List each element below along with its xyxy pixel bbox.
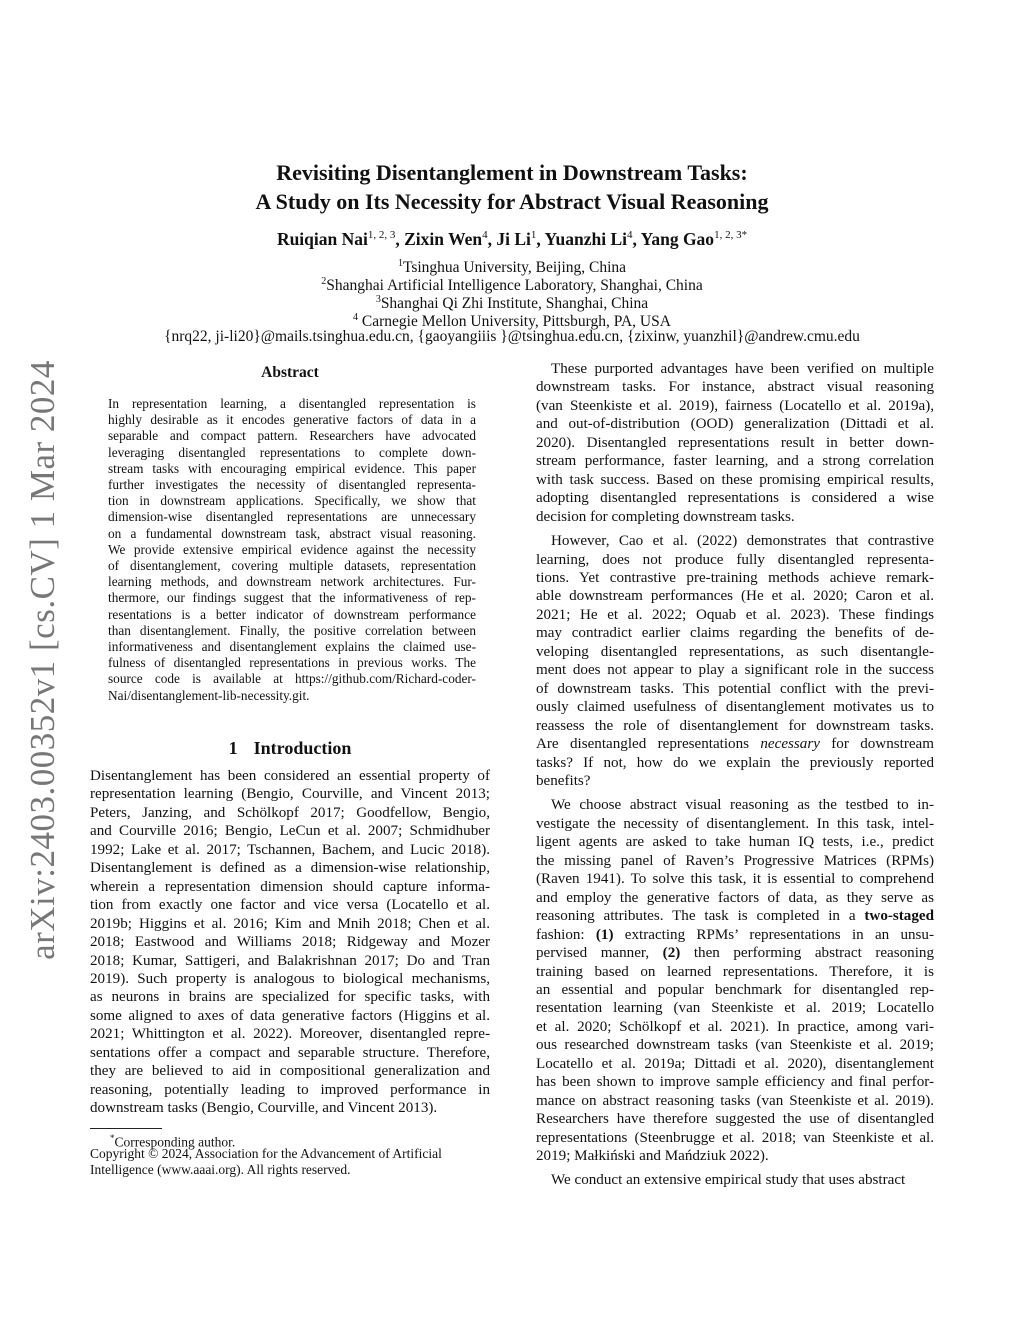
affiliation-sup: 2: [321, 276, 327, 287]
text-line: Researchers have therefore suggested the use of disentangled: [536, 1111, 934, 1128]
text-line: In representation learning, a disentangled representation is: [108, 396, 476, 411]
text-line: ligent agents are asked to take human IQ tests, i.e., predict: [536, 834, 934, 851]
author-name: Ji Li: [496, 229, 531, 249]
text-line: learning methods, and downstream network architectures. Fur-: [108, 574, 476, 590]
text-line: 1992; Lake et al. 2017; Tschannen, Bachem, and Lucic 2018).: [90, 841, 490, 858]
bold-text: two-staged: [864, 908, 934, 925]
affiliation-sup: 1: [397, 258, 403, 269]
arxiv-sidebar: [18, 360, 68, 960]
footnote-rule: [90, 1128, 162, 1129]
text-line: (Raven 1941). To solve this task, it is essential to comprehend: [536, 871, 934, 888]
text-line: further investigates the necessity of disentangled representa-: [108, 477, 476, 493]
text-line: pervised manner, (2) then performing abstract reasoning: [536, 945, 934, 962]
text-line: with task success. Based on these promising empirical results,: [536, 471, 934, 488]
emphasis: necessary: [760, 736, 820, 753]
text-line: informativeness and disentanglement explains the claimed use-: [108, 639, 476, 655]
text-line: Locatello et al. 2019a; Dittadi et al. 2020), disentanglement: [536, 1055, 934, 1072]
text-line: of downstream tasks. This potential conflict with the previ-: [536, 680, 934, 697]
text-line: wherein a representation dimension should capture informa-: [90, 878, 490, 895]
author-affil-sup: 1, 2, 3: [367, 229, 396, 242]
text-line: stream tasks with encouraging empirical evidence. This paper: [108, 460, 476, 476]
text-line: reassess the role of disentanglement for downstream tasks.: [536, 717, 934, 734]
text-line: fashion: (1) extracting RPMs’ representations in an unsu-: [536, 926, 935, 943]
text-line: resentations is a better indicator of downstream performance: [108, 606, 476, 622]
text-line: These purported advantages have been verified on multiple: [551, 361, 934, 377]
text-line: Disentanglement has been considered an essential property of: [90, 768, 490, 784]
text-line: and Courville 2016; Bengio, LeCun et al. 2007; Schmidhuber: [90, 823, 490, 840]
text-line: tion from exactly one factor and vice versa (Locatello et al.: [90, 897, 490, 914]
text-line: leveraging disentangled representations to complete down-: [108, 444, 476, 460]
arxiv-identifier: arXiv:2403.00352v1 [cs.CV] 1 Mar 2024: [23, 360, 62, 960]
text-line: fulness of disentangled representations in previous works. The: [108, 655, 476, 671]
text-line: than disentanglement. Finally, the positive correlation between: [108, 622, 476, 638]
text-line: an essential and popular benchmark for disentangled rep-: [536, 981, 934, 998]
abstract-body: [108, 396, 476, 704]
text-line: some aligned to axes of data generative factors (Higgins et al.: [90, 1007, 490, 1024]
text-line: However, Cao et al. (2022) demonstrates that contrastive: [551, 533, 934, 550]
section-heading-introduction: [90, 738, 490, 759]
paragraph: [536, 360, 934, 526]
text-line: 2021; He et al. 2022; Oquab et al. 2023). These findings: [536, 606, 934, 623]
text-line: highly desirable as it encodes generative factors of data in a: [108, 412, 476, 428]
text-line: Are disentangled representations necessary for downstream: [536, 736, 934, 753]
author-affil-sup: 4: [482, 229, 488, 242]
text-line: benefits?: [536, 772, 591, 789]
author-affil-sup: 1, 2, 3*: [714, 229, 748, 242]
text-line: dimension-wise disentangled representations are unnecessary: [108, 509, 476, 525]
text-line: downstream tasks. For instance, abstract visual reasoning: [536, 379, 934, 396]
affiliation-sup: 3: [375, 294, 381, 305]
text-line: (van Steenkiste et al. 2019), fairness (Locatello et al. 2019a),: [536, 397, 934, 414]
author-name: Yuanzhi Li: [544, 229, 628, 249]
text-line: Nai/disentanglement-lib-necessity.git.: [108, 687, 310, 703]
text-line: able downstream performances (He et al. 2020; Caron et al.: [536, 588, 934, 605]
text-line: of disentanglement, covering multiple datasets, representation: [108, 558, 476, 574]
author-affil-sup: 1: [530, 229, 537, 242]
intro-left-column: [90, 767, 490, 1118]
paper-title-line-2: A Study on Its Necessity for Abstract Visual Reasoning: [255, 189, 769, 214]
text-line: stream performance, faster learning, and a strong correlation: [536, 453, 934, 470]
text-line: Disentanglement is defined as a dimension-wise relationship,: [90, 860, 490, 877]
text-line: representation learning (Bengio, Courville, and Vincent 2013;: [90, 786, 490, 803]
text-line: has been shown to improve sample efficiency and final perfor-: [536, 1074, 934, 1091]
text-line: We conduct an extensive empirical study that uses abstract: [551, 1172, 906, 1189]
text-line: et al. 2020; Schölkopf et al. 2021). In practice, among vari-: [536, 1018, 934, 1035]
text-line: 2019; Małkiński and Mańdziuk 2022).: [536, 1148, 769, 1165]
footnote-mark: *: [110, 1133, 115, 1143]
paragraph-end: [536, 963, 934, 1166]
text-line: tions. Yet contrastive pre-training methods achieve remark-: [536, 569, 934, 586]
text-line: downstream tasks (Bengio, Courville, and Vincent 2013).: [90, 1100, 438, 1117]
author-name: Ruiqian Nai: [276, 229, 368, 249]
affiliation-text: Shanghai Qi Zhi Institute, Shanghai, China: [380, 295, 649, 313]
text-line: resentation learning (van Steenkiste et al. 2019; Locatello: [536, 1000, 934, 1017]
copyright-line-2: Intelligence (www.aaai.org). All rights reserved.: [90, 1162, 351, 1177]
section-number: 1: [228, 738, 238, 758]
text-line: on a fundamental downstream task, abstract visual reasoning.: [108, 525, 476, 541]
text-line: tion in downstream applications. Specifically, we show that: [108, 493, 476, 509]
text-line: sentations offer a compact and separable structure. Therefore,: [90, 1044, 490, 1061]
text-line: 2018; Kumar, Sattigeri, and Balakrishnan 2017; Do and Tran: [90, 952, 490, 969]
bold-text: (1): [595, 926, 614, 943]
text-line: thermore, our findings suggest that the informativeness of rep-: [108, 590, 476, 606]
bold-text: (2): [662, 945, 681, 962]
author-list: Ruiqian Nai$^{1, 2, 3}$, Zixin Wen$^4$, Ji Li$^1$, Yuanzhi Li$^4$, Yang Gao$^{1, 2, 3*}$: [276, 229, 748, 249]
text-line: vestigate the necessity of disentanglement. In this task, intel-: [536, 815, 934, 832]
text-line: 2019b; Higgins et al. 2016; Kim and Mnih 2018; Chen et al.: [90, 915, 490, 932]
text-line: separable and compact pattern. Researchers have advocated: [108, 428, 476, 444]
text-line: they are believed to aid in compositional generalization and: [90, 1063, 490, 1080]
text-line: and employ the generative factors of data, as they serve as: [536, 889, 934, 906]
paragraph: [536, 532, 934, 735]
text-line: tasks? If not, how do we explain the previously reported: [536, 754, 934, 771]
intro-right-column: [536, 360, 934, 1190]
copyright-line-1: Copyright © 2024, Association for the Advancement of Artificial: [90, 1146, 442, 1161]
text-line: We choose abstract visual reasoning as the testbed to in-: [551, 797, 934, 814]
author-name: Yang Gao: [640, 229, 715, 249]
paragraph: [536, 796, 934, 907]
paragraph-end: [536, 754, 934, 791]
text-line: the missing panel of Raven’s Progressive Matrices (RPMs): [536, 852, 934, 869]
text-line: ment does not appear to play a significant role in the success: [536, 662, 934, 679]
text-line: Peters, Janzing, and Schölkopf 2017; Goodfellow, Bengio,: [90, 804, 490, 821]
text-line: source code is available at https://github.com/Richard-coder-: [108, 671, 476, 687]
author-affil-sup: 4: [627, 229, 633, 242]
section-title: Introduction: [253, 738, 352, 758]
text-line: ously claimed usefulness of disentanglement motivates us to: [536, 699, 934, 716]
text-line: adopting disentangled representations is considered a wise: [536, 490, 934, 507]
text-line: 2019). Such property is analogous to biological mechanisms,: [90, 970, 490, 987]
author-name: Zixin Wen: [404, 229, 483, 249]
abstract-heading: Abstract: [261, 364, 319, 381]
text-line: ous researched downstream tasks (van Steenkiste et al. 2019;: [536, 1037, 934, 1054]
text-line: reasoning attributes. The task is completed in a two-staged: [536, 908, 934, 925]
text-line: mance on abstract reasoning tasks (van Steenkiste et al. 2019).: [536, 1092, 934, 1109]
text-line: may contradict earlier claims regarding the benefits of de-: [536, 625, 934, 642]
affiliation-text: Tsinghua University, Beijing, China: [402, 259, 627, 277]
affiliation-text: Shanghai Artificial Intelligence Laboratory, Shanghai, China: [326, 277, 703, 295]
text-line: learning, does not produce fully disentangled representa-: [536, 551, 934, 568]
affiliation-sup: 4: [353, 312, 359, 323]
paper-title-line-1: Revisiting Disentanglement in Downstream Tasks:: [276, 160, 748, 185]
text-line: training based on learned representations. Therefore, it is: [536, 963, 934, 980]
affiliation-text: Carnegie Mellon University, Pittsburgh, PA, USA: [358, 313, 671, 331]
text-line: veloping disentangled representations, as such disentangle-: [536, 643, 934, 660]
author-emails: {nrq22, ji-li20}@mails.tsinghua.edu.cn, {gaoyangiiis }@tsinghua.edu.cn, {zixinw, yuanzhil}@andrew.cmu.edu: [164, 328, 860, 345]
text-line: as neurons in brains are specialized for specific tasks, with: [90, 989, 490, 1006]
footnote-text: Corresponding author.: [114, 1134, 236, 1150]
text-line: representations (Steenbrugge et al. 2018; van Steenkiste et al.: [536, 1129, 934, 1146]
text-line: reasoning, potentially leading to improved performance in: [90, 1081, 490, 1098]
text-line: and out-of-distribution (OOD) generalization (Dittadi et al.: [536, 416, 934, 433]
text-line: decision for completing downstream tasks.: [536, 508, 795, 525]
text-line: 2018; Eastwood and Williams 2018; Ridgeway and Mozer: [90, 934, 490, 951]
text-line: 2021; Whittington et al. 2022). Moreover, disentangled repre-: [90, 1026, 490, 1043]
text-line: 2020). Disentangled representations result in better down-: [536, 434, 934, 451]
text-line: We provide extensive empirical evidence against the necessity: [108, 541, 476, 557]
